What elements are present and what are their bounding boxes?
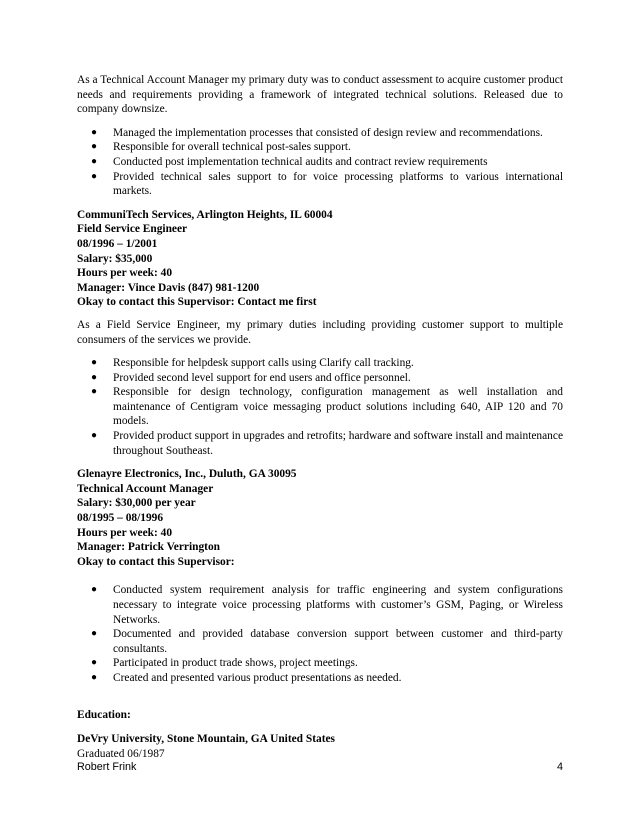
- job1-contact: Okay to contact this Supervisor: Contact me first: [77, 296, 317, 309]
- job2-header: [77, 467, 563, 569]
- bullet-icon: ●: [91, 155, 98, 167]
- job1-paragraph: As a Field Service Engineer, my primary duties including providing customer support to multiple consumers of the services we provide.: [77, 318, 563, 346]
- page-content: [77, 73, 563, 761]
- list-item: ● Created and presented various product presentations as needed.: [91, 671, 402, 684]
- job2-bullet-list: [77, 583, 563, 685]
- bullet-icon: ●: [91, 371, 98, 383]
- job2-company: Glenayre Electronics, Inc., Duluth, GA 30095: [77, 468, 297, 481]
- list-item: ● Provided technical sales support to for voice processing platforms to various international markets.: [91, 170, 563, 198]
- list-item: ● Responsible for helpdesk support calls using Clarify call tracking.: [91, 357, 414, 370]
- list-item: ● Managed the implementation processes that consisted of design review and recommendations.: [91, 126, 543, 139]
- list-item: ● Provided second level support for end users and office personnel.: [91, 371, 411, 384]
- intro-bullet-list: [77, 126, 563, 199]
- job1-dates: 08/1996 – 1/2001: [77, 237, 158, 250]
- job1-bullet-list: [77, 356, 563, 458]
- job1-manager: Manager: Vince Davis (847) 981-1200: [77, 281, 260, 294]
- job2-hours: Hours per week: 40: [77, 526, 173, 539]
- list-item: ● Responsible for design technology, configuration management as well installation and maintenance of Centigram voice messaging product solutions including 640, AIP 120 and 70 models.: [91, 386, 563, 428]
- list-item: ● Provided product support in upgrades and retrofits; hardware and software install and maintenance throughout Southeast.: [91, 430, 563, 457]
- bullet-icon: ●: [91, 430, 98, 442]
- bullet-icon: ●: [91, 657, 98, 669]
- intro-paragraph: As a Technical Account Manager my primary duty was to conduct assessment to acquire customer product needs and requirements providing a framework of integrated technical solutions. Released due to company downsize.: [77, 74, 563, 116]
- job1-hours: Hours per week: 40: [77, 267, 173, 280]
- bullet-icon: ●: [91, 126, 98, 138]
- job1-title: Field Service Engineer: [77, 223, 188, 236]
- education-school: DeVry University, Stone Mountain, GA United States: [77, 733, 335, 746]
- list-item: ● Responsible for overall technical post-sales support.: [91, 141, 351, 154]
- education-heading: Education:: [77, 708, 131, 721]
- bullet-icon: ●: [91, 671, 98, 683]
- bullet-icon: ●: [91, 170, 98, 182]
- job2-salary: Salary: $30,000 per year: [77, 497, 196, 510]
- bullet-icon: ●: [91, 584, 98, 596]
- bullet-icon: ●: [91, 357, 98, 369]
- list-item: ● Participated in product trade shows, project meetings.: [91, 657, 358, 670]
- job2-title: Technical Account Manager: [77, 482, 214, 495]
- job2-manager: Manager: Patrick Verrington: [77, 541, 220, 554]
- bullet-icon: ●: [91, 141, 98, 153]
- job2-contact: Okay to contact this Supervisor:: [77, 555, 235, 568]
- list-item: ● Conducted post implementation technical audits and contract review requirements: [91, 155, 488, 168]
- job1-salary: Salary: $35,000: [77, 252, 153, 265]
- bullet-icon: ●: [91, 628, 98, 640]
- education-graduated: Graduated 06/1987: [77, 747, 165, 760]
- job1-company: CommuniTech Services, Arlington Heights, IL 60004: [77, 208, 333, 221]
- bullet-icon: ●: [91, 386, 98, 398]
- list-item: ● Conducted system requirement analysis for traffic engineering and system configurations necessary to integrate voice processing platforms with customer’s GSM, Paging, or Wireless Networks.: [91, 584, 563, 626]
- page-footer: [77, 760, 563, 775]
- job2-dates: 08/1995 – 08/1996: [77, 512, 164, 525]
- job1-header: [77, 208, 563, 310]
- page-number: 4: [556, 761, 563, 773]
- list-item: ● Documented and provided database conversion support between customer and third-party consultants.: [91, 628, 563, 655]
- footer-name: Robert Frink: [77, 761, 137, 773]
